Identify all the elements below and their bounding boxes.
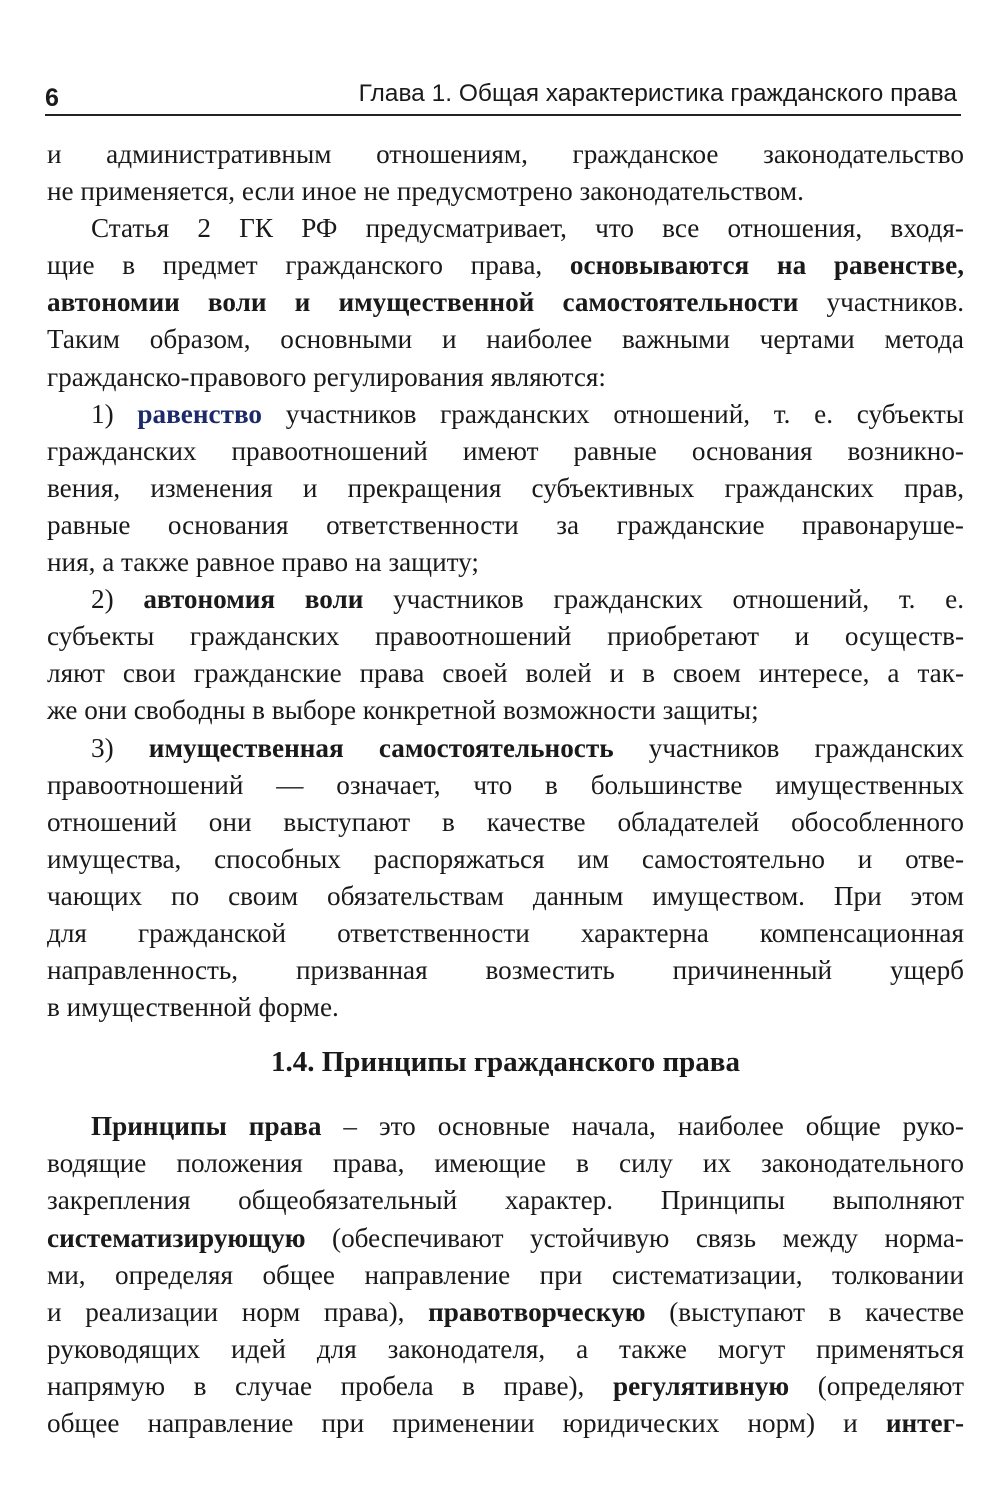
text-line: направленность, призванная возместить причиненный ущерб [47,955,964,986]
text-line [47,1405,964,1442]
text-run: (обеспечивают устойчивую связь между норма- [305,1222,964,1253]
text-line: ния, а также равное право на защиту; [47,547,479,578]
text-line: Таким образом, основными и наиболее важными чертами метода [47,324,964,355]
list-item-1 [47,396,964,433]
text-line [47,247,964,284]
text-line: имущества, способных распоряжаться им самостоятельно и отве- [47,843,964,874]
text-line [47,284,964,321]
text-line [47,1220,964,1257]
text-line: в имущественной форме. [47,992,339,1023]
running-title: Глава 1. Общая характеристика гражданского права [358,80,957,107]
item-number: 2) [91,584,144,615]
text-line: не применяется, если иное не предусмотрено законодательством. [47,176,804,207]
bold-term: равенство [137,398,263,429]
text-line: вения, изменения и прекращения субъективных гражданских прав, [47,472,964,503]
text-run: участников гражданских отношений, т. е. субъекты [262,398,964,429]
text-run: (определяют [789,1370,964,1401]
text-line: руководящих идей для законодателя, а также могут применяться [47,1333,964,1364]
bold-term: имущественная самостоятельность [148,732,614,763]
bold-term: регулятивную [612,1370,790,1401]
bold-term: автономия воли [143,584,364,615]
text-line [47,1368,964,1405]
text-line: равные основания ответственности за гражданские правонаруше- [47,509,964,540]
text-run: напрямую в случае пробела в праве), [47,1370,613,1401]
text-line: для гражданской ответственности характерна компенсационная [47,917,964,948]
bold-term: Принципы права [91,1111,322,1142]
item-number: 1) [91,398,138,429]
text-line: гражданско-правового регулирования являются: [47,361,606,392]
text-line: закрепления общеобязательный характер. Принципы выполняют [47,1185,964,1216]
list-item-2 [47,581,964,618]
bold-text: основываются на равенстве, [569,250,964,281]
text-line: чающих по своим обязательствам данным имуществом. При этом [47,880,964,911]
text-run: участников. [798,287,964,318]
text-line: гражданских правоотношений имеют равные основания возникно- [47,435,964,466]
text-line [47,1294,964,1331]
bold-term: систематизирующую [47,1222,306,1253]
text-line: ми, определяя общее направление при систематизации, толковании [47,1259,964,1290]
bold-term: интег- [885,1408,964,1438]
list-item-3 [47,730,964,767]
page-body [47,136,964,1442]
text-line: водящие положения права, имеющие в силу их законодательного [47,1148,964,1179]
text-run: участников гражданских отношений, т. е. [363,584,964,615]
text-line [47,1108,964,1145]
text-line: Статья 2 ГК РФ предусматривает, что все отношения, входя- [91,213,964,244]
text-run: общее направление при применении юридических норм) и [47,1408,886,1438]
text-line: и административным отношениям, гражданское законодательство [47,139,964,169]
text-line: субъекты гражданских правоотношений приобретают и осуществ- [47,621,964,652]
bold-term: правотворческую [428,1296,646,1327]
text-run: участников гражданских [613,732,964,763]
text-run: щие в предмет гражданского права, [47,250,570,281]
text-line: отношений они выступают в качестве обладателей обособленного [47,806,964,837]
item-number: 3) [91,732,149,763]
text-run: (выступают в качестве [645,1296,965,1327]
page-number: 6 [45,84,59,112]
text-line: правоотношений — означает, что в большинстве имущественных [47,769,964,800]
bold-text: автономии воли и имущественной самостоятельности [47,287,799,318]
text-line: ляют свои гражданские права своей волей и в своем интересе, а так- [47,658,964,689]
text-run: – это основные начала, наиболее общие руко- [321,1111,964,1142]
section-heading: 1.4. Принципы гражданского права [271,1046,740,1079]
page-header [45,72,961,116]
text-line: же они свободны в выборе конкретной возможности защиты; [47,695,759,726]
text-run: и реализации норм права), [47,1296,429,1327]
